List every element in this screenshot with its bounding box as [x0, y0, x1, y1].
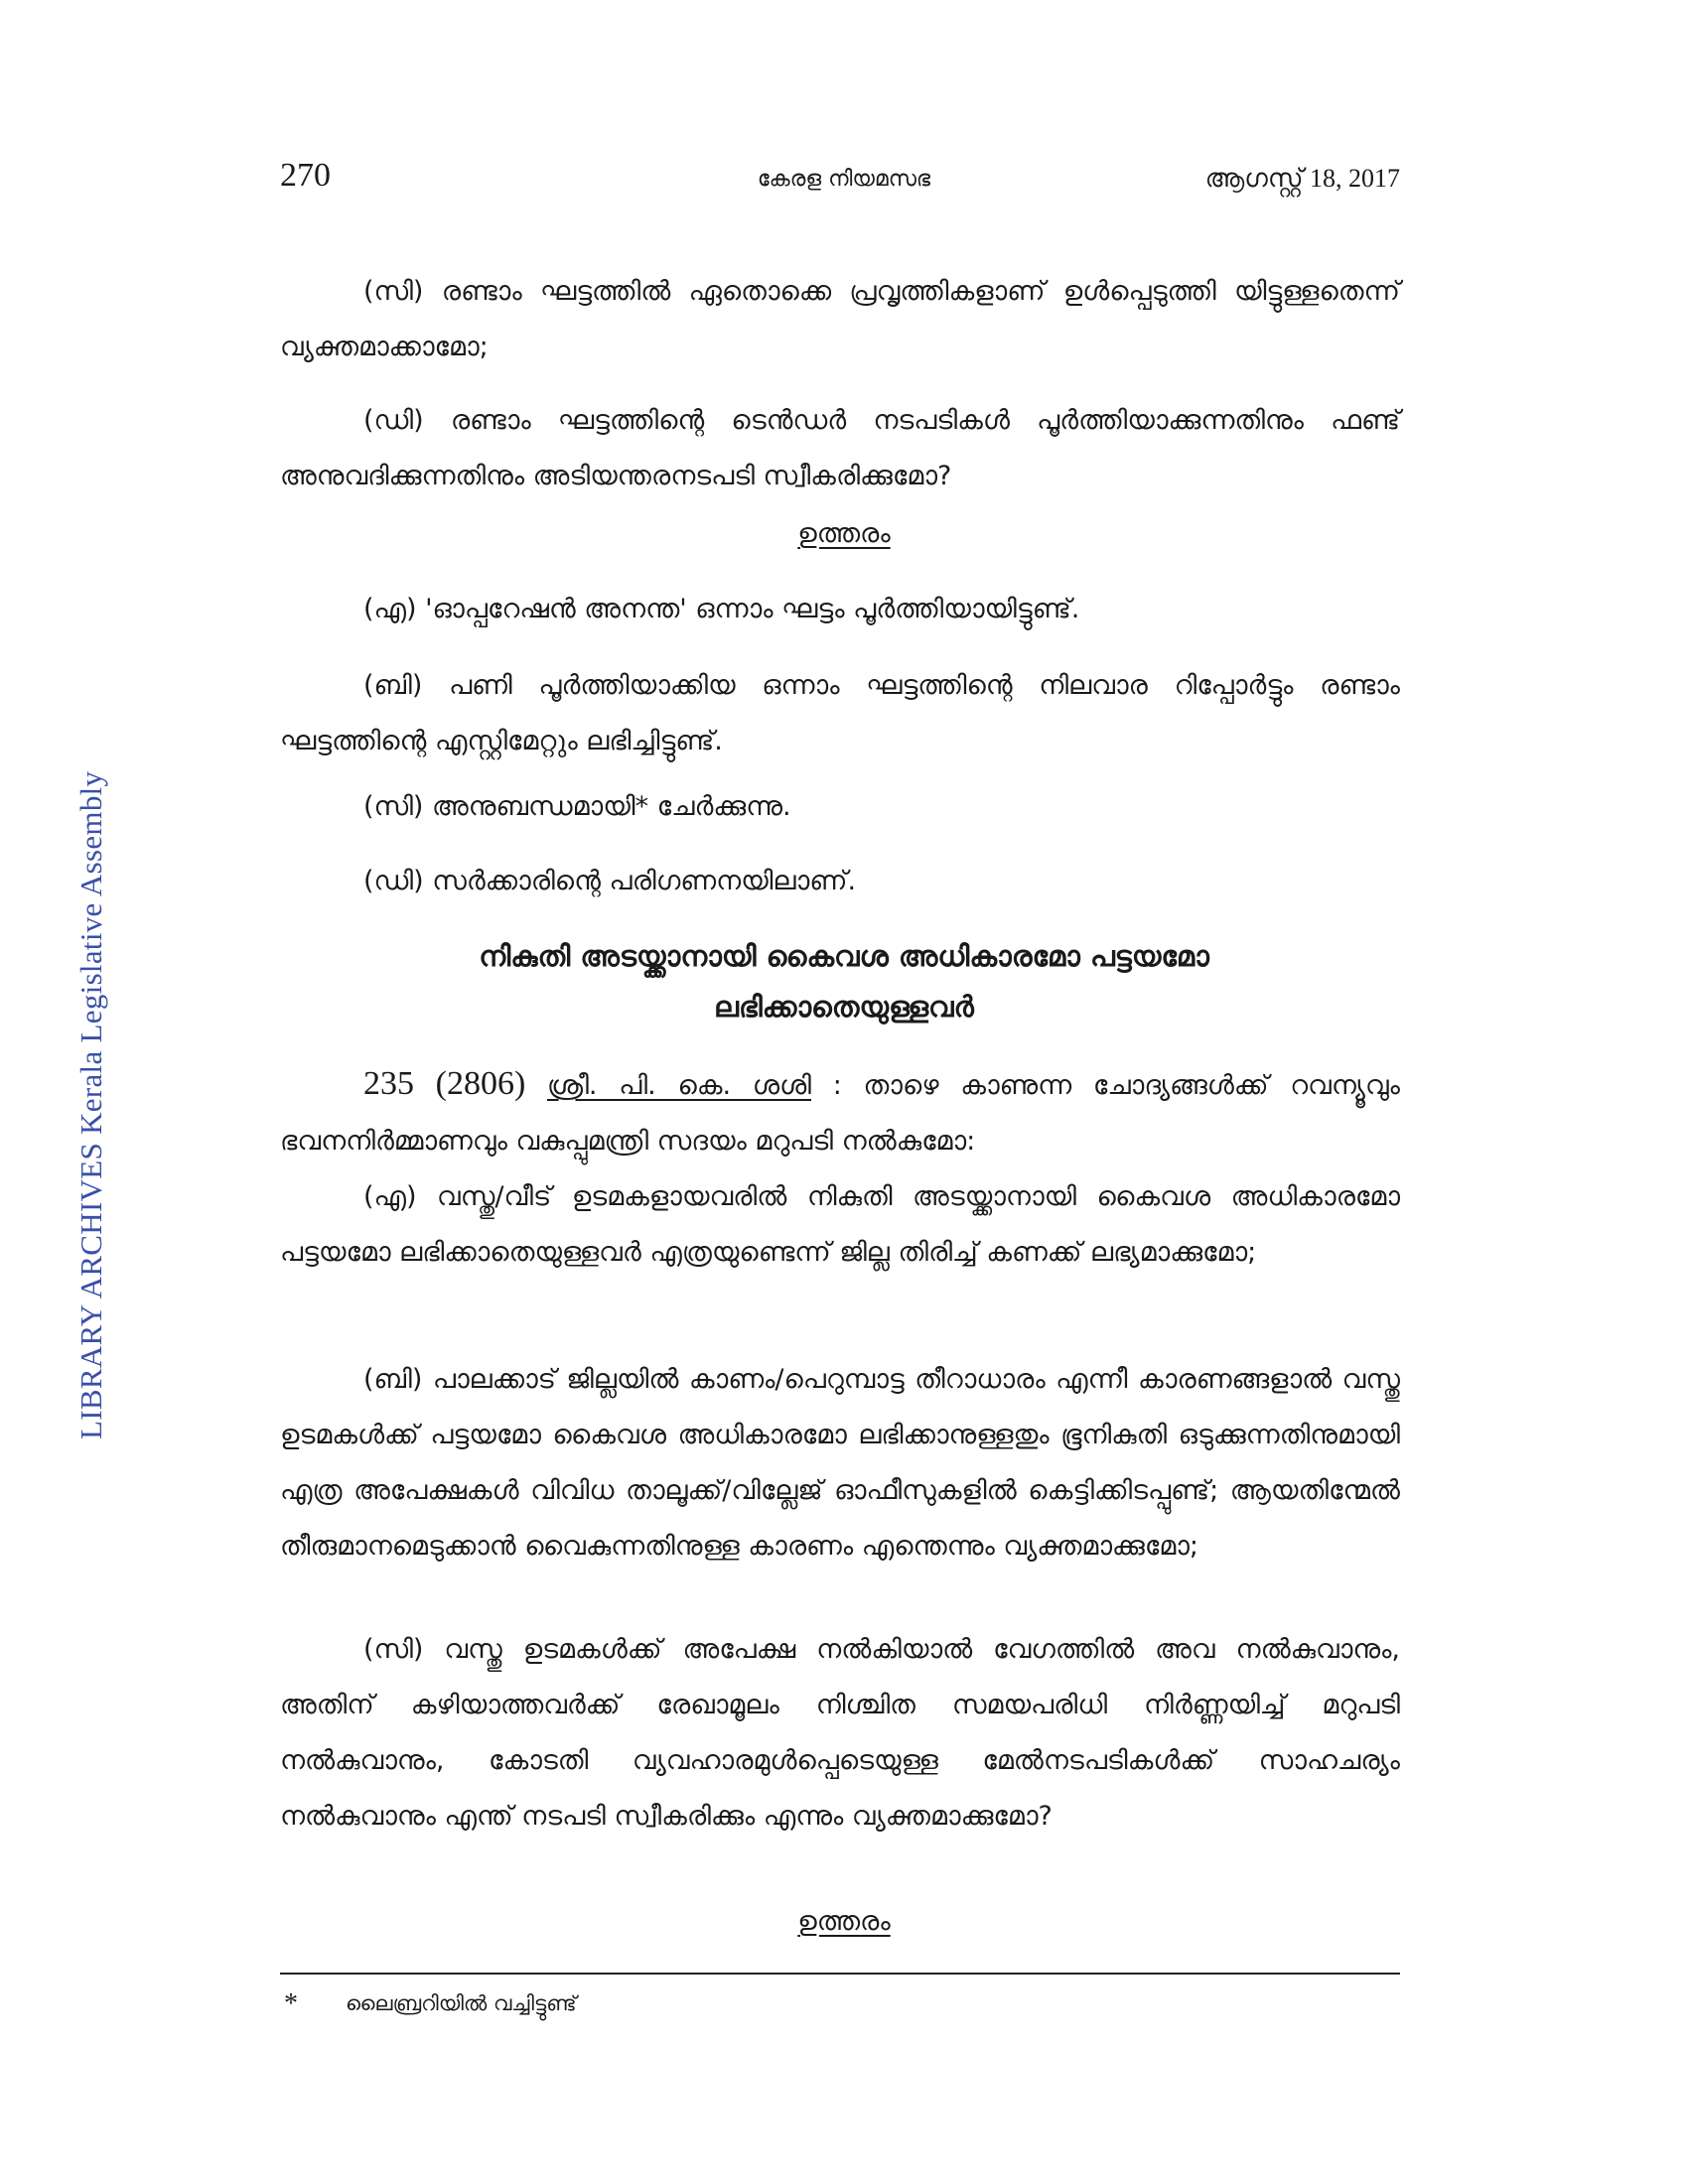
footnote-marker: *	[284, 1988, 298, 2019]
answer-part-a: (എ) 'ഓപ്പറേഷൻ അനന്ത' ഒന്നാം ഘട്ടം പൂർത്തിയായിട്ടുണ്ട്.	[363, 594, 1080, 624]
running-title: കേരള നിയമസഭ	[757, 167, 931, 192]
section-title-line-2: ലഭിക്കാതെയുള്ളവർ	[714, 990, 974, 1024]
question-number: 235 (2806)	[363, 1065, 526, 1102]
answer-part-b: (ബി) പണി പൂർത്തിയാക്കിയ ഒന്നാം ഘട്ടത്തിന്റെ നിലവാര റിപ്പോർട്ടും രണ്ടാം ഘട്ടത്തിന്റെ എസ്റ്റിമേറ്റും ലഭിച്ചിട്ടുണ്ട്.	[280, 670, 1400, 756]
question-2-part-c: (സി) വസ്തു ഉടമകൾക്ക് അപേക്ഷ നൽകിയാൽ വേഗത്തിൽ അവ നൽകുവാനും, അതിന് കഴിയാത്തവർക്ക് രേഖാമൂലം നിശ്ചിത സമയപരിധി നിർണ്ണയിച്ച് മറുപടി നൽകുവാനും, കോടതി വ്യവഹാരമുൾപ്പെടെയുള്ള മേൽനടപടികൾക്ക് സാഹചര്യം നൽകുവാനും എന്ത് നടപടി സ്വീകരിക്കും എന്നും വ്യക്തമാക്കുമോ?	[280, 1634, 1400, 1832]
question-2-part-b: (ബി) പാലക്കാട് ജില്ലയിൽ കാണം/പെറുമ്പാട്ട തീറാധാരം എന്നീ കാരണങ്ങളാൽ വസ്തു ഉടമകൾക്ക് പട്ടയമോ കൈവശ അധികാരമോ ലഭിക്കാനുള്ളതും ഭൂനികുതി ഒടുക്കുന്നതിനുമായി എത്ര അപേക്ഷകൾ വിവിധ താലൂക്ക്/വില്ലേജ് ഓഫീസുകളിൽ കെട്ടിക്കിടപ്പുണ്ട്; ആയതിന്മേൽ തീരുമാനമെടുക്കാൻ വൈകുന്നതിനുള്ള കാരണം എന്തെന്നും വ്യക്തമാക്കുമോ;	[280, 1364, 1400, 1562]
running-date: ആഗസ്റ്റ് 18, 2017	[1204, 164, 1400, 193]
member-name: ശ്രീ. പി. കെ. ശശി	[546, 1070, 812, 1101]
page-number: 270	[280, 157, 331, 194]
question-part-d: (ഡി) രണ്ടാം ഘട്ടത്തിന്റെ ടെൻഡർ നടപടികൾ പൂർത്തിയാക്കുന്നതിനും ഫണ്ട് അനുവദിക്കുന്നതിനും അടിയന്തരനടപടി സ്വീകരിക്കുമോ?	[280, 405, 1400, 491]
question-2-part-a: (എ) വസ്തു/വീട് ഉടമകളായവരിൽ നികുതി അടയ്ക്കാനായി കൈവശ അധികാരമോ പട്ടയമോ ലഭിക്കാതെയുള്ളവർ എത്രയുണ്ടെന്ന് ജില്ല തിരിച്ച് കണക്ക് ലഭ്യമാക്കുമോ;	[280, 1181, 1400, 1268]
footnote-text: ലൈബ്രറിയിൽ വച്ചിട്ടുണ്ട്	[346, 1991, 577, 2015]
answer-part-c: (സി) അനുബന്ധമായി* ചേർക്കുന്നു.	[363, 791, 791, 822]
answer-2-heading: ഉത്തരം	[797, 1906, 891, 1937]
footnote-divider	[280, 1973, 1400, 1975]
section-title-line-1: നികുതി അടയ്ക്കാനായി കൈവശ അധികാരമോ പട്ടയമോ	[479, 939, 1209, 973]
archive-stamp: LIBRARY ARCHIVES Kerala Legislative Assembly	[73, 770, 108, 1439]
question-intro-text: : താഴെ കാണുന്ന ചോദ്യങ്ങൾക്ക് റവന്യൂവും ഭവനനിർമ്മാണവും വകുപ്പുമന്ത്രി സദയം മറുപടി നൽകുമോ:	[280, 1070, 1400, 1157]
question-part-c: (സി) രണ്ടാം ഘട്ടത്തിൽ ഏതൊക്കെ പ്രവൃത്തികളാണ് ഉൾപ്പെടുത്തി യിട്ടുള്ളതെന്ന് വ്യക്തമാക്കാമോ;	[280, 276, 1400, 362]
question-intro	[280, 1056, 1400, 1169]
answer-part-d: (ഡി) സർക്കാരിന്റെ പരിഗണനയിലാണ്.	[363, 866, 857, 896]
answer-heading: ഉത്തരം	[797, 518, 891, 549]
